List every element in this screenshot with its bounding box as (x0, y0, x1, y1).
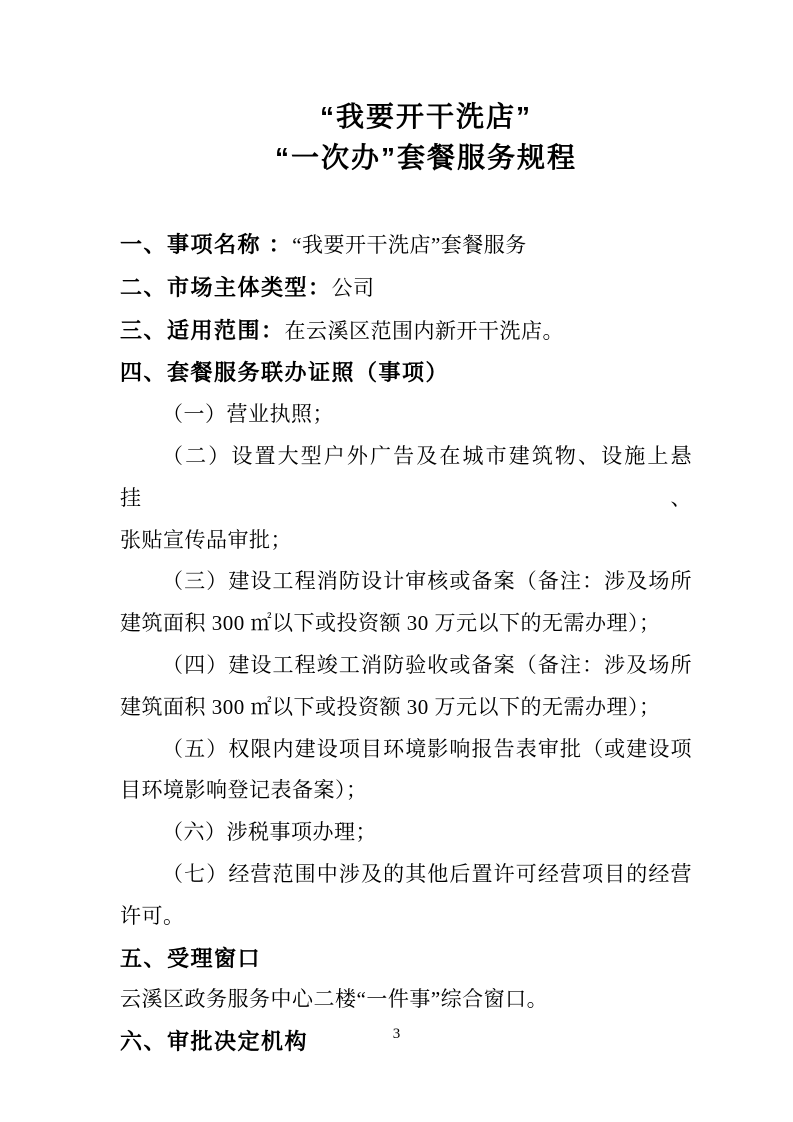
field-label-item-name: 一、事项名称 ： (120, 232, 293, 257)
field-value-entity-type: 公司 (331, 275, 375, 300)
list-item-5-line-1: （五）权限内建设项目环境影响报告表审批（或建设项 (162, 736, 692, 761)
field-value-scope: 在云溪区范围内新开干洗店。 (284, 318, 565, 343)
document-title (120, 96, 692, 178)
section5-heading: 五、受理窗口 (120, 945, 262, 971)
section6-heading: 六、审批决定机构 (120, 1029, 309, 1055)
document-body (120, 224, 692, 1063)
list-item-1: （一）营业执照； (162, 402, 334, 427)
list-item-4-line-1: （四）建设工程竣工消防验收或备案（备注：涉及场所 (162, 652, 692, 677)
list-item-7-line-1: （七）经营范围中涉及的其他后置许可经营项目的经营 (162, 861, 692, 886)
field-row-scope (120, 310, 692, 353)
list-item-6: （六）涉税事项办理； (162, 820, 377, 845)
page-number: 3 (392, 1026, 401, 1042)
title-line-2: “一次办”套餐服务规程 (274, 142, 577, 173)
section4-heading: 四、套餐服务联办证照（事项） (120, 360, 450, 386)
list-item-5-line-2: 目环境影响登记表备案）； (120, 778, 368, 803)
list-item-3-line-2: 建筑面积 300 ㎡以下或投资额 30 万元以下的无需办理）； (120, 611, 661, 636)
title-line-1: “我要开干洗店” (319, 101, 532, 132)
field-label-scope: 三、适用范围： (120, 317, 285, 343)
field-value-item-name: “我要开干洗店”套餐服务 (292, 233, 527, 257)
list-item-4-line-2: 建筑面积 300 ㎡以下或投资额 30 万元以下的无需办理）； (120, 694, 661, 719)
field-label-entity-type: 二、市场主体类型： (120, 274, 332, 300)
list-item-2-line-1: （二）设置大型户外广告及在城市建筑物、设施上悬挂、 (120, 443, 692, 510)
section5-body: 云溪区政务服务中心二楼“一件事”综合窗口。 (120, 987, 549, 1012)
list-item-3-line-1: （三）建设工程消防设计审核或备案（备注：涉及场所 (162, 569, 692, 594)
list-item-2-line-2: 张贴宣传品审批； (120, 527, 292, 552)
list-item-7-line-2: 许可。 (120, 903, 185, 928)
field-row-entity-type (120, 267, 692, 310)
field-row-item-name (120, 224, 692, 267)
